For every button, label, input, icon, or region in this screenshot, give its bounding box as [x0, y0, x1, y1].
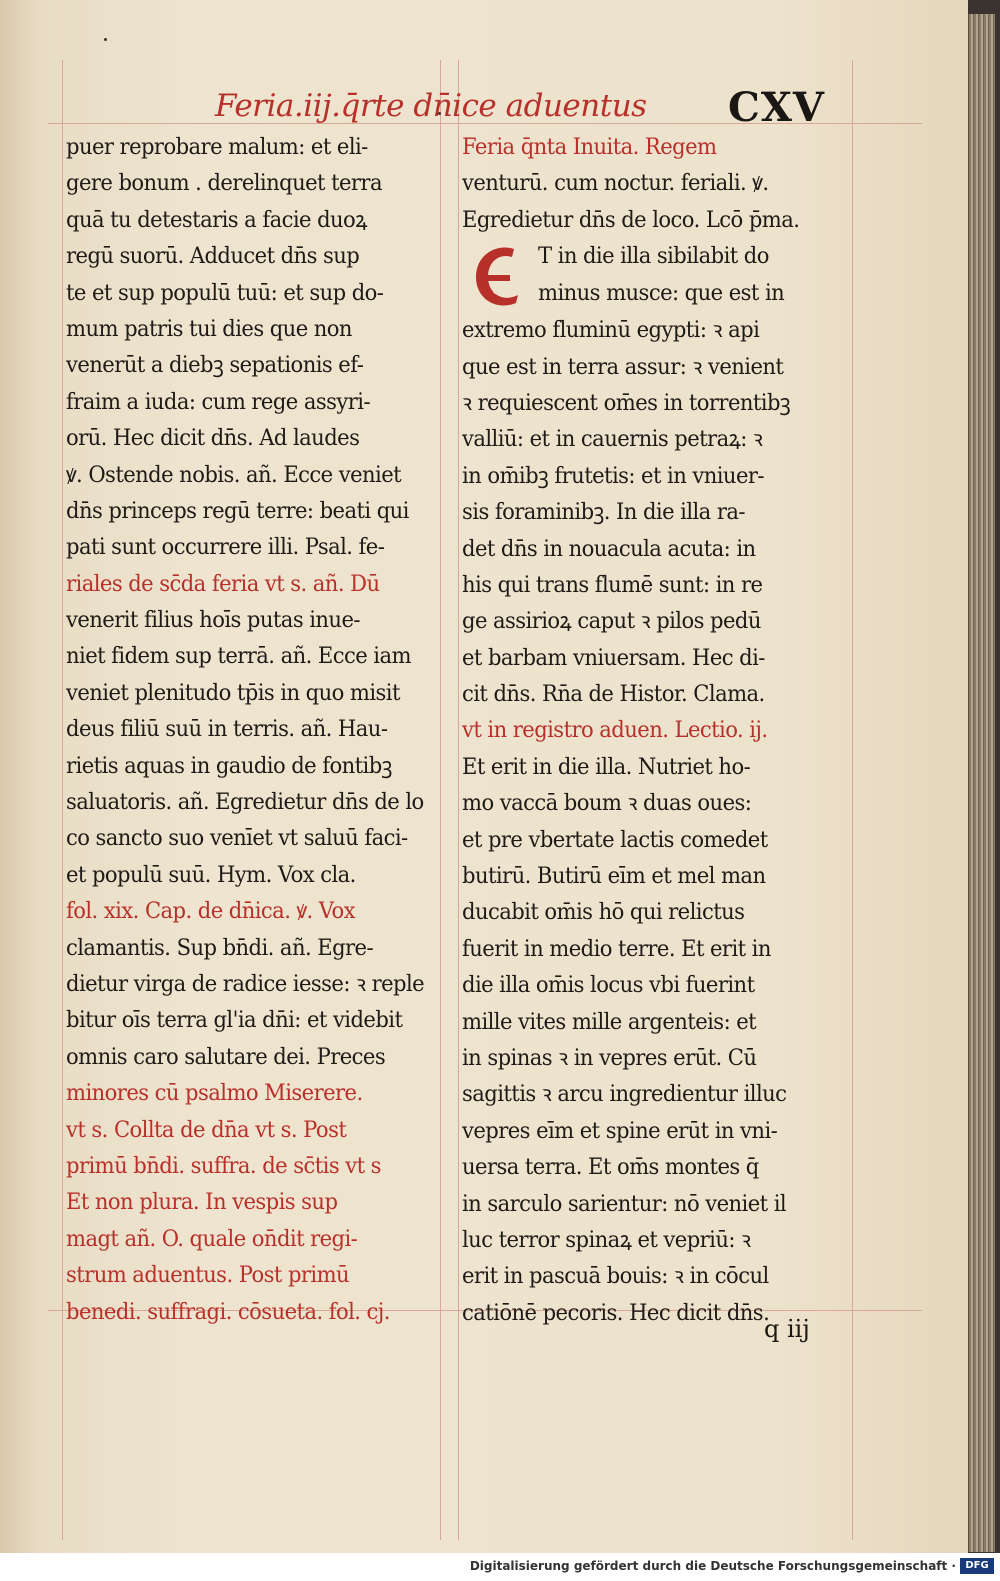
rubric-line: fol. xix. Cap. de dn̄ica. ꝟ. Vox	[66, 899, 356, 925]
text-line: vepres eīm et spine erūt in vni-	[462, 1118, 778, 1144]
rubric-line: Et non plura. In vespis sup	[66, 1190, 338, 1216]
ruling-line-right-outer	[852, 60, 853, 1540]
rubric-line: primū bn̄di. suffra. de sc̄tis vt s	[66, 1153, 381, 1179]
signature-mark: q iij	[764, 1315, 810, 1343]
text-line: det dn̄s in nouacula acuta: in	[462, 536, 756, 562]
text-line: sis foraminibꝫ. In die illa ra-	[462, 500, 745, 526]
text-line: venturū. cum noctur. feriali. ꝟ.	[462, 171, 769, 197]
text-line: extremo fluminū egypti: ꝛ api	[462, 318, 760, 344]
initial-block	[462, 239, 842, 312]
text-line: luc terror spinaꝝ et vepriū: ꝛ	[462, 1227, 751, 1253]
text-line: deus filiū suū in terris. añ. Hau-	[66, 717, 388, 743]
text-line: dn̄s princeps regū terre: beati qui	[66, 498, 409, 524]
rubric-line: vt s. Collta de dn̄a vt s. Post	[66, 1117, 347, 1143]
text-line: omnis caro salutare dei. Preces	[66, 1044, 386, 1070]
ruling-line-left-outer	[62, 60, 63, 1540]
text-line: et populū suū. Hym. Vox cla.	[66, 862, 356, 888]
funding-credit: Digitalisierung gefördert durch die Deutsche Forschungsgemeinschaft ·	[469, 1559, 956, 1573]
rubric-line: magt añ. O. quale on̄dit regi-	[66, 1226, 358, 1252]
text-line: in om̄ibꝫ frutetis: et in vniuer-	[462, 463, 764, 489]
folio-number: CXV	[728, 84, 825, 131]
rubric-line: riales de sc̄da feria vt s. añ. Dū	[66, 571, 380, 597]
text-line: co sancto suo venīet vt saluū faci-	[66, 826, 408, 852]
text-line: Et erit in die illa. Nutriet ho-	[462, 754, 751, 780]
text-line: in spinas ꝛ in vepres erūt. Cū	[462, 1045, 757, 1071]
text-line: fraim a iuda: cum rege assyri-	[66, 389, 371, 415]
text-line: his qui trans flumē sunt: in re	[462, 572, 763, 598]
text-line: venerit filius hoīs putas inue-	[66, 608, 360, 634]
text-line: mum patris tui dies que non	[66, 316, 352, 342]
text-line: saluatoris. añ. Egredietur dn̄s de lo	[66, 790, 424, 816]
rubric-line: vt in registro aduen. Lectio. ij.	[462, 718, 768, 744]
text-line: clamantis. Sup bn̄di. añ. Egre-	[66, 935, 374, 961]
text-line: puer reprobare malum: et eli-	[66, 135, 368, 160]
text-line: quā tu detestaris a facie duoꝝ	[66, 207, 367, 233]
text-line: dietur virga de radice iesse: ꝛ reple	[66, 971, 425, 997]
decorated-initial	[466, 241, 530, 313]
text-line: cit dn̄s. Rn̄a de Histor. Clama.	[462, 682, 765, 708]
text-line: te et sup populū tuū: et sup do-	[66, 280, 384, 306]
text-line: et barbam vniuersam. Hec di-	[462, 645, 765, 671]
text-line: butirū. Butirū eīm et mel man	[462, 864, 766, 890]
ruling-line-right-inner	[458, 60, 459, 1540]
text-line: Egredietur dn̄s de loco. Lcō p̄ma.	[462, 207, 800, 233]
text-line: mille vites mille argenteis: et	[462, 1009, 757, 1035]
text-line: erit in pascuā bouis: ꝛ in cōcul	[462, 1264, 769, 1290]
left-column	[66, 130, 446, 1331]
rubric-line: Feria q̄nta Inuita. Regem	[462, 135, 717, 160]
text-line: ducabit om̄is hō qui relictus	[462, 900, 745, 926]
text-line: que est in terra assur: ꝛ venient	[462, 354, 784, 380]
text-line: veniet plenitudo tp̄is in quo misit	[66, 680, 400, 706]
text-line: ge assirioꝝ caput ꝛ pilos pedū	[462, 609, 761, 635]
text-line: ꝛ requiescent om̄es in torrentibꝫ	[462, 390, 791, 416]
text-line: die illa om̄is locus vbi fuerint	[462, 973, 755, 999]
dfg-logo: DFG	[960, 1558, 994, 1574]
text-line: pati sunt occurrere illi. Psal. fe-	[66, 535, 385, 561]
text-line: mo vaccā boum ꝛ duas oues:	[462, 791, 752, 817]
text-line: sagittis ꝛ arcu ingredientur illuc	[462, 1082, 787, 1108]
rubric-line: minores cū psalmo Miserere.	[66, 1081, 363, 1107]
page-block-edge	[968, 14, 995, 1552]
text-line: et pre vbertate lactis comedet	[462, 827, 768, 853]
text-line: valliū: et in cauernis petraꝝ: ꝛ	[462, 427, 763, 453]
text-line: catiōnē pecoris. Hec dicit dn̄s.	[462, 1300, 770, 1326]
text-line: regū suorū. Adducet dn̄s sup	[66, 244, 360, 270]
text-line: rietis aquas in gaudio de fontibꝫ	[66, 753, 392, 779]
text-line: fuerit in medio terre. Et erit in	[462, 936, 771, 962]
text-line: gere bonum . derelinquet terra	[66, 171, 382, 197]
text-line: venerūt a diebꝫ sepationis ef-	[66, 353, 364, 379]
text-line: bitur oīs terra gl'ia dn̄i: et videbit	[66, 1008, 403, 1034]
text-line: in sarculo sarientur: nō veniet il	[462, 1191, 787, 1217]
text-line: uersa terra. Et om̄s montes q̄	[462, 1155, 759, 1181]
footer-bar	[0, 1553, 1000, 1581]
rubric-line: strum aduentus. Post primū	[66, 1263, 350, 1289]
running-head: Feria.iij.q̄rte dn̄ice aduentus	[215, 88, 647, 124]
text-line: ꝟ. Ostende nobis. añ. Ecce veniet	[66, 462, 402, 488]
text-line: niet fidem sup terrā. añ. Ecce iam	[66, 644, 411, 670]
text-line: minus musce: que est in	[538, 280, 785, 306]
right-column	[462, 130, 842, 1332]
text-line: T in die illa sibilabit do	[538, 244, 769, 270]
initial-letter-icon	[466, 241, 530, 313]
text-line: orū. Hec dicit dn̄s. Ad laudes	[66, 426, 360, 452]
rubric-line: benedi. suffragi. cōsueta. fol. cj.	[66, 1299, 390, 1325]
